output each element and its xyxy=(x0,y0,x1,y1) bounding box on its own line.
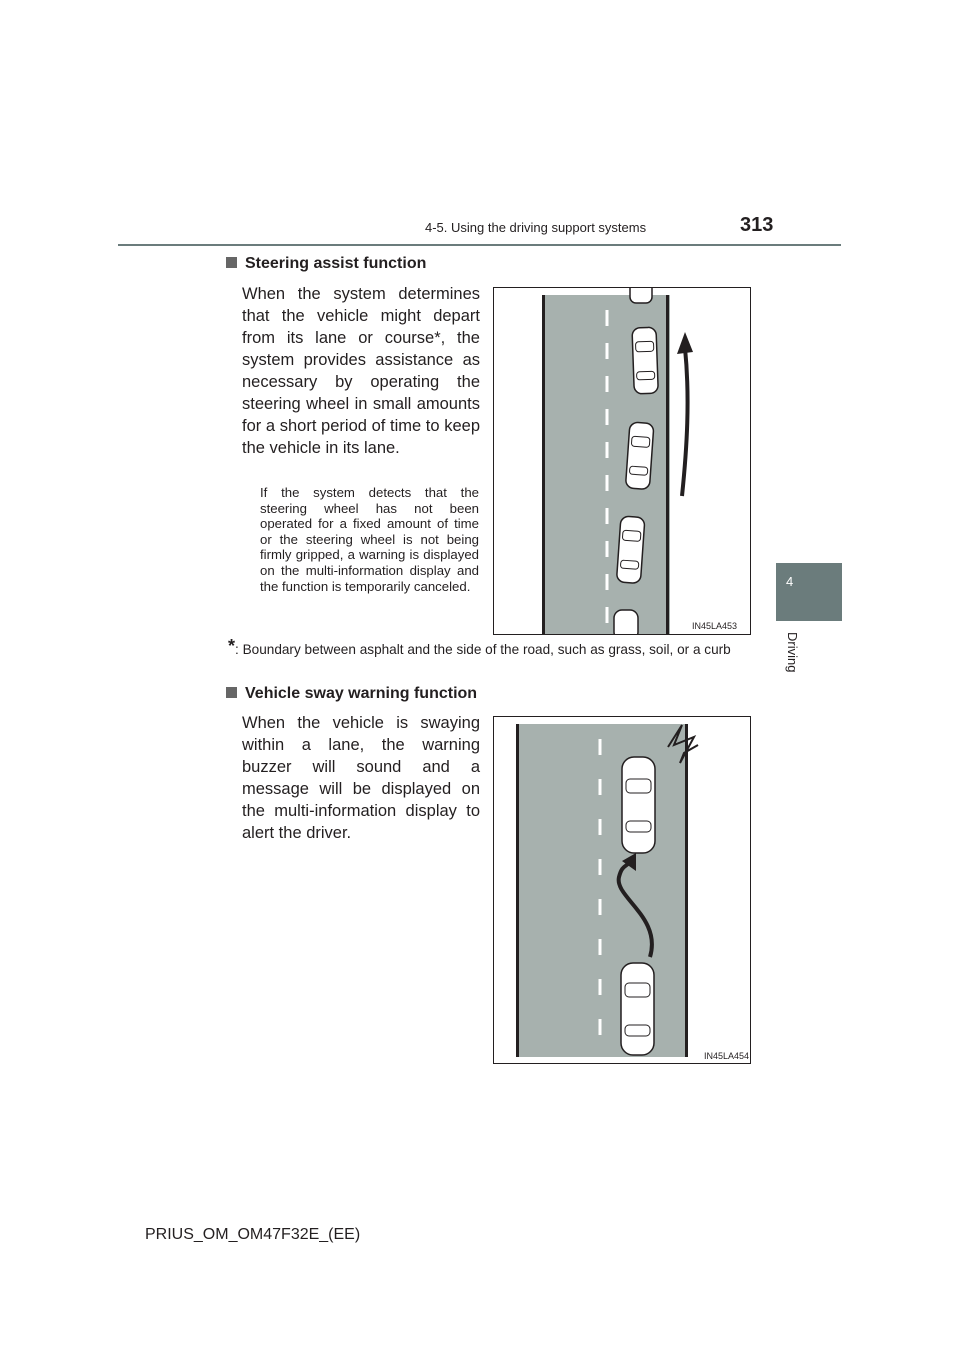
road-surface xyxy=(518,724,688,1057)
steering-assist-body: When the system determines that the vehicle might depart from its lane or course*, the system provides assistance as necessary by operating the steering wheel in small amounts for a short period of time to keep the vehicle in its lane. xyxy=(242,285,480,457)
header-rule xyxy=(118,244,841,246)
section-heading-steering-assist xyxy=(226,255,426,273)
car-icon xyxy=(621,963,654,1055)
car-icon xyxy=(630,288,652,303)
road-illustration-2 xyxy=(494,717,750,1063)
steering-assist-figure xyxy=(493,287,751,635)
section-heading-sway-warning xyxy=(226,685,477,703)
car-icon xyxy=(632,327,658,394)
car-icon xyxy=(614,610,638,634)
heading-text: Vehicle sway warning function xyxy=(245,685,478,702)
document-id: PRIUS_OM_OM47F32E_(EE) xyxy=(145,1226,361,1243)
road-edge-right xyxy=(685,724,688,1057)
page-number: 313 xyxy=(740,214,774,236)
footnote-text: : Boundary between asphalt and the side of the road, such as grass, soil, or a curb xyxy=(235,642,731,657)
figure-code: IN45LA453 xyxy=(692,621,738,631)
road-edge-left xyxy=(516,724,519,1057)
arrow-head-icon xyxy=(677,332,693,354)
square-bullet-icon xyxy=(226,257,237,268)
road-edge-right xyxy=(666,295,669,634)
section-title: 4-5. Using the driving support systems xyxy=(425,220,647,235)
car-icon xyxy=(616,516,645,584)
car-icon xyxy=(622,757,655,853)
footnote xyxy=(228,637,748,659)
steering-assist-note: If the system detects that the steering wheel has not been operated for a fixed amount of time or the steering wheel is not being firmly gripped, a warning is displayed on the multi-information display and the function is temporarily canceled. xyxy=(260,485,479,594)
steering-path-arrow xyxy=(682,348,688,496)
figure-code: IN45LA454 xyxy=(704,1051,750,1061)
chapter-number: 4 xyxy=(786,574,794,589)
road-illustration-1 xyxy=(494,288,750,634)
sway-warning-body: When the vehicle is swaying within a lane, the warning buzzer will sound and a message will be displayed on the multi-information display to alert the driver. xyxy=(242,714,480,842)
car-icon xyxy=(625,422,654,490)
chapter-label: Driving xyxy=(785,632,800,673)
sway-warning-figure xyxy=(493,716,751,1064)
heading-text: Steering assist function xyxy=(245,255,427,272)
square-bullet-icon xyxy=(226,687,237,698)
chapter-tab xyxy=(776,563,842,621)
road-edge-left xyxy=(542,295,545,634)
footnote-marker: * xyxy=(228,636,236,656)
